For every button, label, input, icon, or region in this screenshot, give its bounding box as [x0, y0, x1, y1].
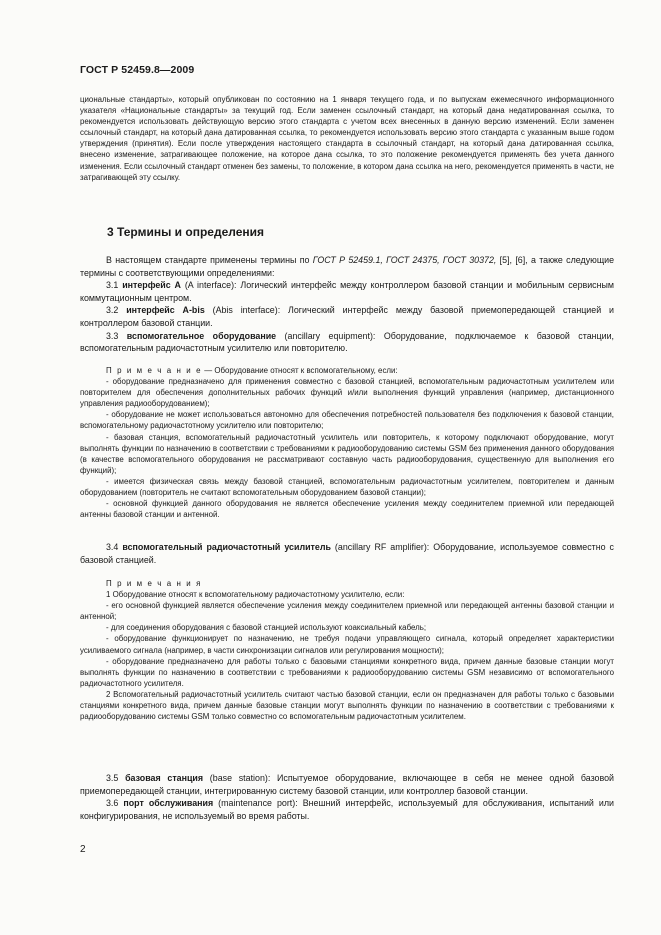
term-3-6-title: порт обслуживания	[123, 798, 214, 809]
term-3-5-title: базовая станция	[125, 773, 204, 783]
term-3-4-block	[80, 541, 614, 566]
term-3-1-title: интерфейс А	[122, 280, 181, 291]
note-3-3-item: - имеется физическая связь между базовой станцией, вспомогательным радиочастотным усилителем, повторителем и данным оборудованием (повторитель не считают вспомогательным оборудованием базовой станции);	[80, 476, 614, 498]
terms-block-2	[80, 772, 614, 822]
term-3-6: 3.6 порт обслуживания (maintenance port): Внешний интерфейс, используемый для обслуживания, испытаний или конфигурирования, не используемый во время работы.	[80, 798, 614, 821]
note-3-3-heading: П р и м е ч а н и е — Оборудование относят к вспомогательному, если:	[106, 366, 398, 375]
term-3-2-title: интерфейс A-bis	[126, 305, 205, 316]
note-3-3	[80, 365, 614, 520]
intro-text: циональные стандарты», который опубликован по состоянию на 1 января текущего года, и по выпускам ежемесячного информационного указателя «Национальные стандарты» за текущий год. Если заменен ссылочный стандарт, на который дана недатированная ссылка, то рекомендуется использовать действующую версию этого стандарта с учетом всех внесенных в данную версию изменений. Если заменен ссылочный стандарт, на который дана датированная ссылка, то рекомендуется использовать версию этого стандарта с указанным выше годом утверждения (принятия). Если после утверждения настоящего стандарта в ссылочный стандарт, на который дана датированная ссылка, внесено изменение, затрагивающее положение, на которое дана ссылка, то это положение рекомендуется применять без учета данного изменения. Если ссылочный стандарт отменен без замены, то положение, в котором дана ссылка на него, рекомендуется применять в части, не затрагивающей эту ссылку.	[80, 95, 614, 182]
terms-block-1	[80, 254, 614, 355]
page-number: 2	[80, 844, 86, 855]
lead-references: ГОСТ Р 52459.1, ГОСТ 24375, ГОСТ 30372,	[312, 255, 497, 265]
note-3-4-1-item: - его основной функцией является обеспечение усиления между соединителем приемной или передающей антенны базовой станции и антенной;	[80, 601, 614, 622]
section-lead: В настоящем стандарте применены термины по ГОСТ Р 52459.1, ГОСТ 24375, ГОСТ 30372, [5], [6], а также следующие термины с соответствующими определениями:	[80, 255, 615, 278]
section-title: 3 Термины и определения	[107, 225, 265, 239]
intro-paragraph	[80, 94, 614, 183]
term-3-1: 3.1 интерфейс А (A interface): Логический интерфейс между контроллером базовой станции и мобильным сервисным коммутационным центром.	[80, 280, 614, 303]
document-header: ГОСТ Р 52459.8—2009	[80, 64, 195, 76]
term-3-3: 3.3 вспомогательное оборудование (ancillary equipment): Оборудование, подключаемое к базовой станции, вспомогательным радиочастотным усилителю или повторителю.	[80, 330, 614, 354]
term-3-2: 3.2 интерфейс A-bis (Abis interface): Логический интерфейс между базовой приемопередающей станцией и контроллером базовой станции.	[80, 305, 614, 328]
note-3-4-1: 1 Оборудование относят к вспомогательному радиочастотному усилителю, если:	[106, 590, 405, 600]
notes-3-4-heading: П р и м е ч а н и я	[106, 579, 202, 588]
note-3-3-item: - оборудование не может использоваться автономно для обеспечения потребностей пользователя без подключения к базовой станции, вспомогательному радиочастотному усилителю или повторителю;	[80, 410, 614, 431]
note-3-4-1-item: - оборудование предназначено для работы только с базовыми станциями конкретного вида, причем данные базовые станции могут выполнять функции по назначению в соответствии с требованиями к радиооборудованию системы GSM независимо от вспомогательного радиочастотного усилителя.	[80, 656, 614, 688]
note-3-4-2: 2 Вспомогательный радиочастотный усилитель считают частью базовой станции, если он предназначен для работы только с базовыми станциями конкретного вида, причем данные базовые станции могут выполнять функции по назначению в соответствии с требованиями к радиооборудованию системы GSM только совместно со вспомогательным радиочастотным усилителем.	[80, 689, 614, 722]
note-3-3-item: - основной функцией данного оборудования не является обеспечение усиления между соединителем приемной или передающей антенны базовой станции и антенной.	[80, 499, 614, 520]
note-3-4-1-item: - оборудование функционирует по назначению, не требуя подачи управляющего сигнала, который определяет характеристики усиливаемого сигнала (например, в части синхронизации сигналов или регулирования мощности);	[80, 634, 614, 655]
notes-3-4	[80, 578, 614, 722]
term-3-3-title: вспомогательное оборудование	[126, 330, 277, 341]
term-3-4: 3.4 вспомогательный радиочастотный усилитель (ancillary RF amplifier): Оборудование, используемое совместно с базовой станцией.	[80, 542, 614, 565]
term-3-4-title: вспомогательный радиочастотный усилитель	[122, 542, 331, 552]
term-3-5: 3.5 базовая станция (base station): Испытуемое оборудование, включающее в себя не менее одной базовой приемопередающей станции, интегрированную систему базовой станции, или контроллер базовой станции.	[80, 773, 614, 796]
note-3-3-item: - базовая станция, вспомогательный радиочастотный усилитель или повторитель, к которому подключают оборудование, могут выполнять функции по назначению в соответствии с требованиями к радиооборудованию системы GSM без применения данного оборудования (в качестве вспомогательного оборудования не рассматривают составную часть радиооборудования, существенную для выполнения его функций);	[80, 432, 614, 475]
note-3-3-item: - оборудование предназначено для применения совместно с базовой станцией, вспомогательным радиочастотным усилителем или повторителем для обеспечения дополнительных рабочих функций и/или выполнения функций управления (например, дистанционного управления радиооборудованием);	[80, 377, 614, 409]
note-3-4-1-item: - для соединения оборудования с базовой станцией используют коаксиальный кабель;	[106, 623, 427, 633]
